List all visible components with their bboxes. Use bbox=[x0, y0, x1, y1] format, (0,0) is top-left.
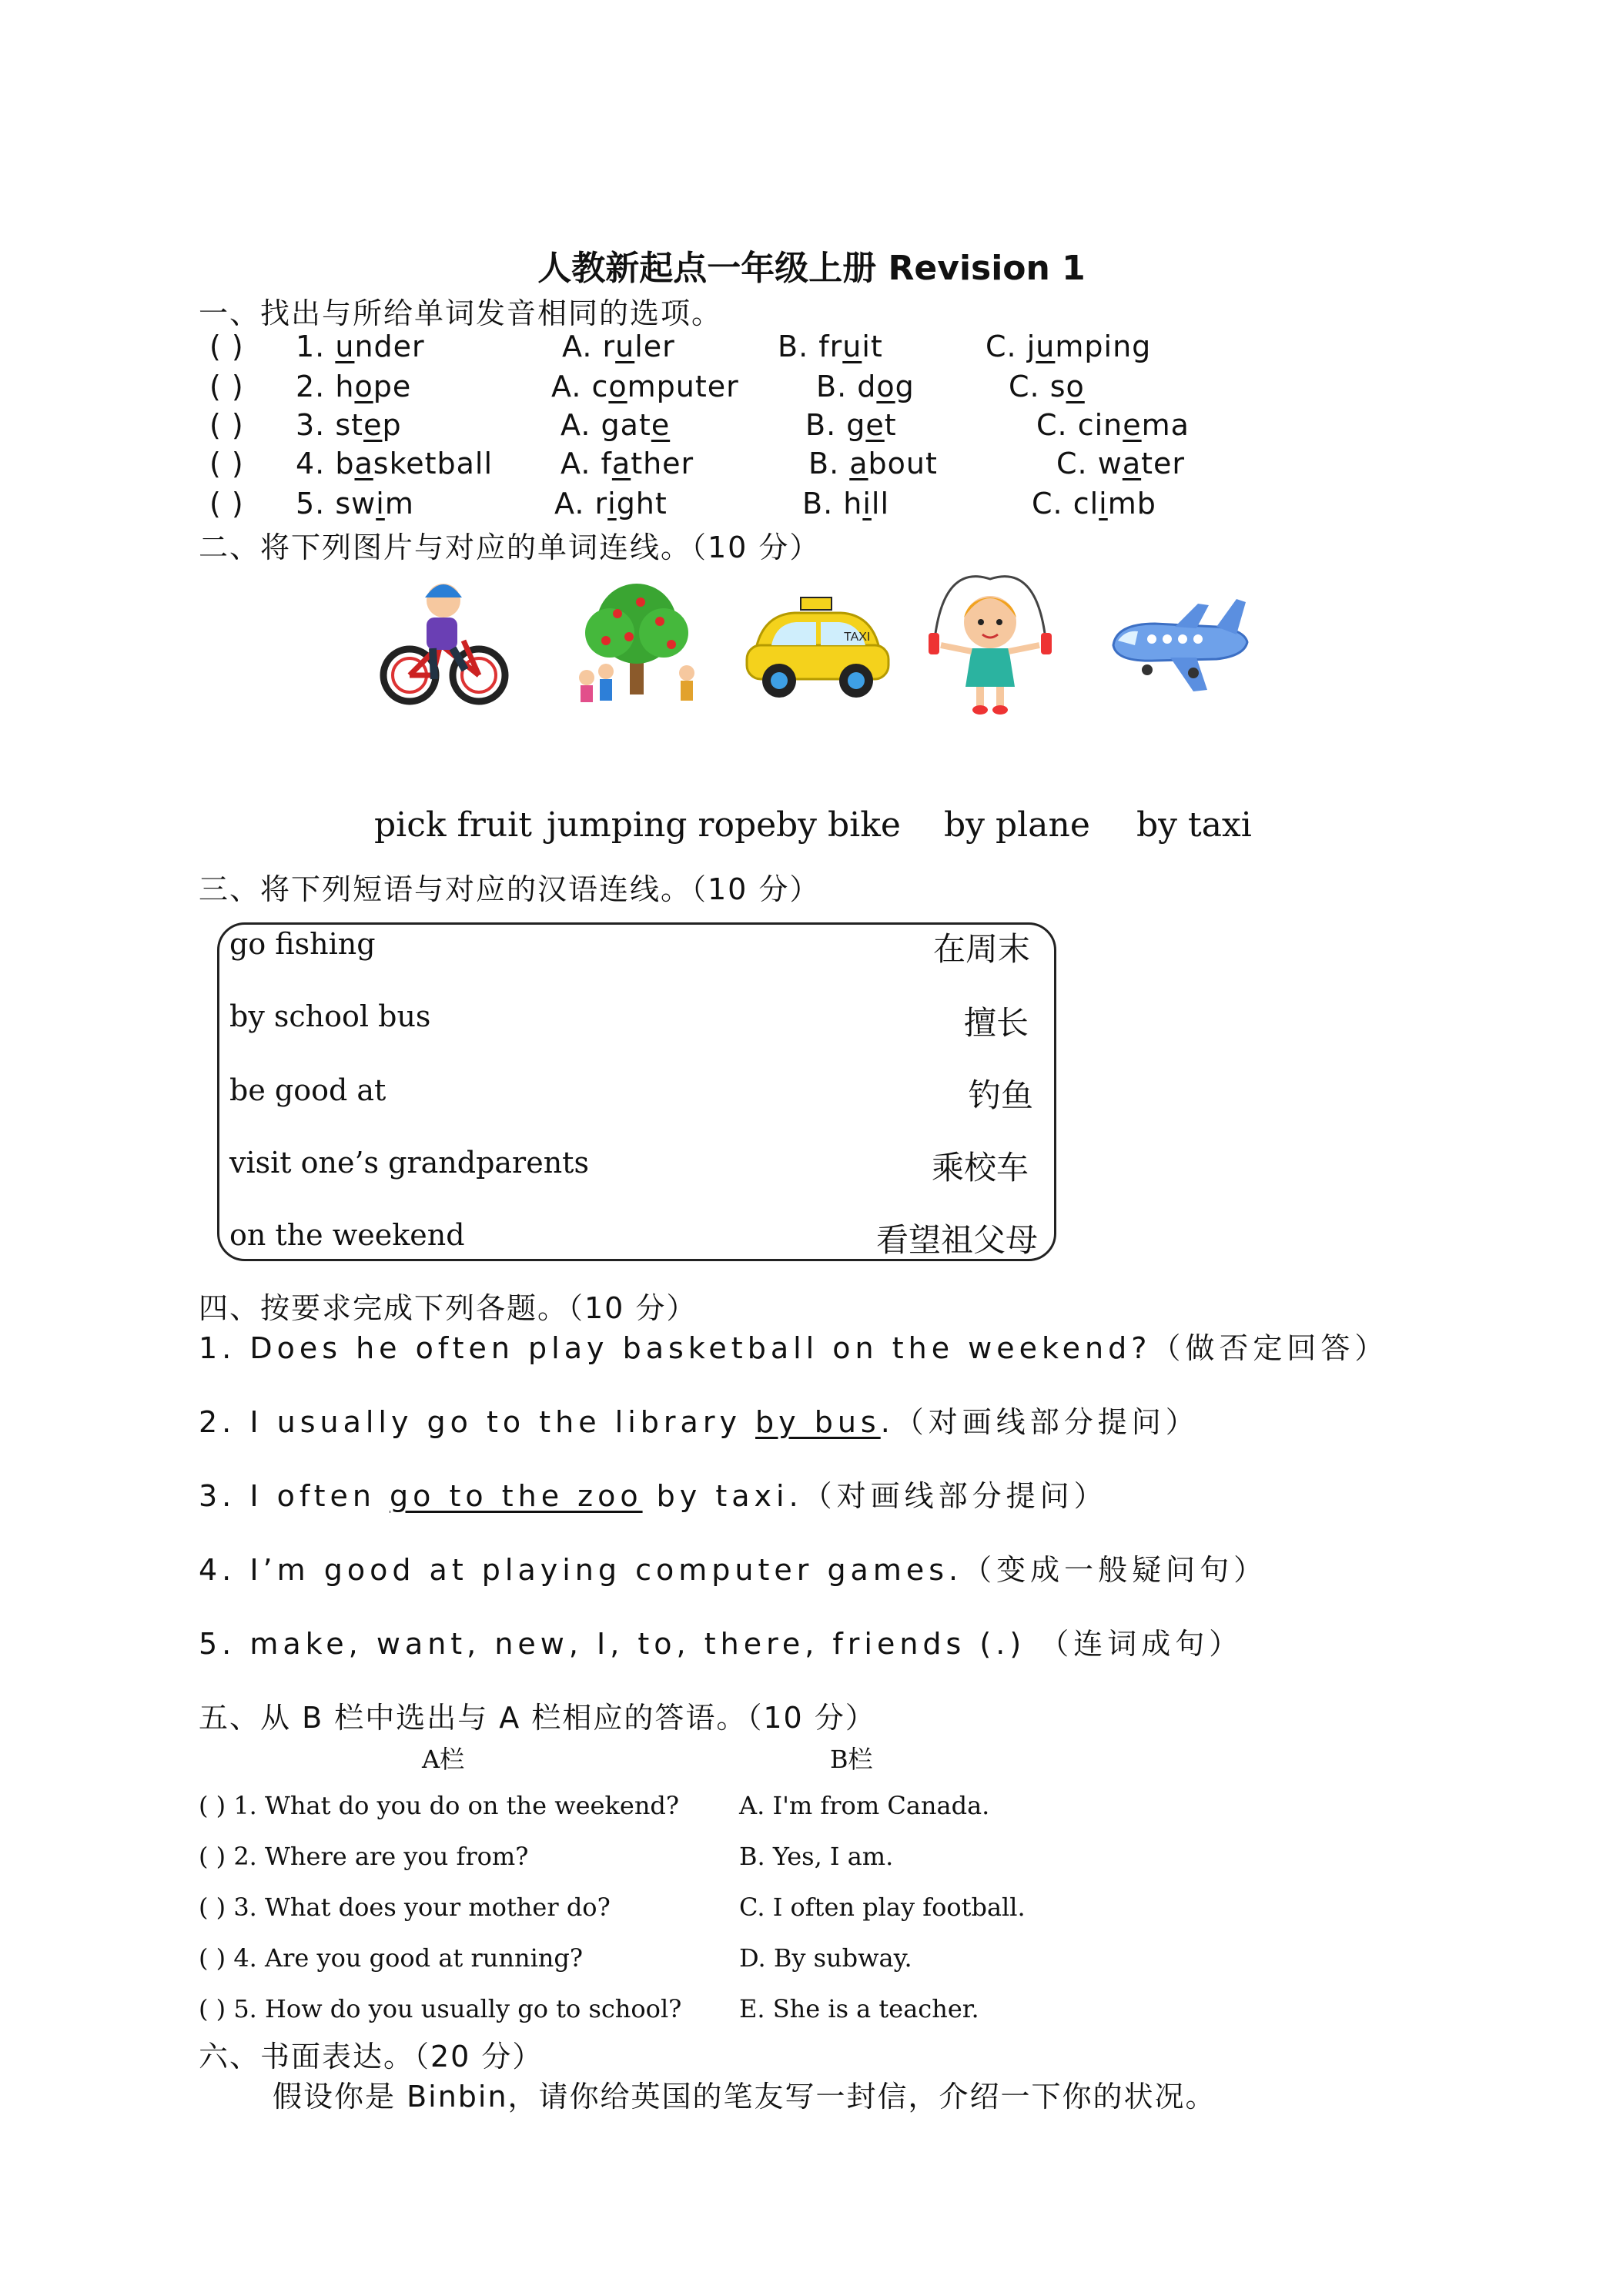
option-b: B. about bbox=[808, 447, 938, 480]
option-a: A. computer bbox=[551, 370, 739, 403]
task-3: 3. I often go to the zoo by taxi.（对画线部分提问） bbox=[199, 1479, 1108, 1513]
section6-heading: 六、书面表达。（20 分） bbox=[199, 2040, 544, 2073]
fruit-tree-picture bbox=[564, 579, 710, 710]
b-item-1: A. I'm from Canada. bbox=[739, 1791, 990, 1820]
phrase-en-3: be good at bbox=[229, 1073, 387, 1107]
column-b-label: B栏 bbox=[830, 1745, 873, 1774]
task-2: 2. I usually go to the library by bus.（对画线部分提问） bbox=[199, 1405, 1200, 1439]
b-item-5: E. She is a teacher. bbox=[739, 1994, 979, 2023]
question-word: 3. step bbox=[296, 408, 402, 442]
section5-heading: 五、从 B 栏中选出与 A 栏相应的答语。（10 分） bbox=[199, 1701, 876, 1735]
option-c: C. water bbox=[1056, 447, 1186, 480]
writing-prompt: 假设你是 Binbin，请你给英国的笔友写一封信，介绍一下你的状况。 bbox=[273, 2080, 1216, 2114]
option-c: C. jumping bbox=[986, 330, 1152, 363]
phrase-en-1: go fishing bbox=[229, 927, 376, 961]
option-b: B. fruit bbox=[778, 330, 883, 363]
jump-rope-girl-picture bbox=[921, 571, 1059, 718]
option-a: A. father bbox=[561, 447, 694, 480]
word-by-bike: by bike bbox=[776, 805, 901, 845]
task-3-underlined: go to the zoo bbox=[390, 1479, 643, 1513]
a-item-1: ( ) 1. What do you do on the weekend? bbox=[199, 1791, 680, 1820]
section2-heading: 二、将下列图片与对应的单词连线。（10 分） bbox=[199, 530, 821, 564]
answer-bracket: ( ) bbox=[209, 487, 244, 520]
task-4: 4. I’m good at playing computer games.（变成一般疑问句） bbox=[199, 1553, 1268, 1587]
option-a: A. right bbox=[554, 487, 668, 520]
answer-bracket: ( ) bbox=[209, 408, 244, 442]
phrase-en-2: by school bus bbox=[229, 999, 431, 1033]
option-a: A. gate bbox=[561, 408, 671, 442]
phrase-zh-1: 在周末 bbox=[933, 930, 1031, 968]
section1-heading: 一、找出与所给单词发音相同的选项。 bbox=[199, 296, 723, 330]
b-item-3: C. I often play football. bbox=[739, 1893, 1026, 1922]
taxi-sign-text: TAXI bbox=[844, 631, 871, 644]
question-word: 2. hope bbox=[296, 370, 412, 403]
phrase-zh-3: 钓鱼 bbox=[969, 1076, 1034, 1114]
option-c: C. climb bbox=[1032, 487, 1156, 520]
option-b: B. get bbox=[805, 408, 897, 442]
taxi-picture bbox=[741, 594, 895, 702]
phrase-zh-5: 看望祖父母 bbox=[876, 1221, 1039, 1259]
option-b: B. hill bbox=[802, 487, 890, 520]
option-a: A. ruler bbox=[562, 330, 675, 363]
task-1: 1. Does he often play basketball on the weekend?（做否定回答） bbox=[199, 1331, 1389, 1365]
b-item-2: B. Yes, I am. bbox=[739, 1842, 894, 1871]
task-5: 5. make, want, new, I, to, there, friends (.) （连词成句） bbox=[199, 1627, 1243, 1661]
answer-bracket: ( ) bbox=[209, 370, 244, 403]
phrase-en-5: on the weekend bbox=[229, 1218, 465, 1252]
airplane-picture bbox=[1101, 593, 1255, 701]
word-jumping-rope: jumping rope bbox=[547, 805, 777, 845]
a-item-2: ( ) 2. Where are you from? bbox=[199, 1842, 529, 1871]
section4-heading: 四、按要求完成下列各题。（10 分） bbox=[199, 1291, 698, 1325]
a-item-5: ( ) 5. How do you usually go to school? bbox=[199, 1994, 682, 2023]
page-title: 人教新起点一年级上册 Revision 1 bbox=[537, 249, 1086, 288]
word-pick-fruit: pick fruit bbox=[374, 805, 532, 845]
phrase-zh-2: 擅长 bbox=[964, 1004, 1029, 1042]
a-item-3: ( ) 3. What does your mother do? bbox=[199, 1893, 611, 1922]
answer-bracket: ( ) bbox=[209, 447, 244, 480]
phrase-zh-4: 乘校车 bbox=[932, 1149, 1029, 1186]
question-word: 4. basketball bbox=[296, 447, 494, 480]
word-by-plane: by plane bbox=[944, 805, 1090, 845]
phrase-en-4: visit one’s grandparents bbox=[229, 1146, 589, 1180]
b-item-4: D. By subway. bbox=[739, 1943, 912, 1973]
option-c: C. cinema bbox=[1036, 408, 1190, 442]
question-word: 1. under bbox=[296, 330, 425, 363]
option-b: B. dog bbox=[816, 370, 915, 403]
answer-bracket: ( ) bbox=[209, 330, 244, 363]
bike-rider-picture bbox=[379, 571, 510, 710]
column-a-label: A栏 bbox=[422, 1745, 465, 1774]
question-word: 5. swim bbox=[296, 487, 414, 520]
section3-heading: 三、将下列短语与对应的汉语连线。（10 分） bbox=[199, 872, 821, 906]
option-c: C. so bbox=[1009, 370, 1085, 403]
a-item-4: ( ) 4. Are you good at running? bbox=[199, 1943, 584, 1973]
task-2-underlined: by bus bbox=[755, 1405, 881, 1439]
word-by-taxi: by taxi bbox=[1136, 805, 1252, 845]
